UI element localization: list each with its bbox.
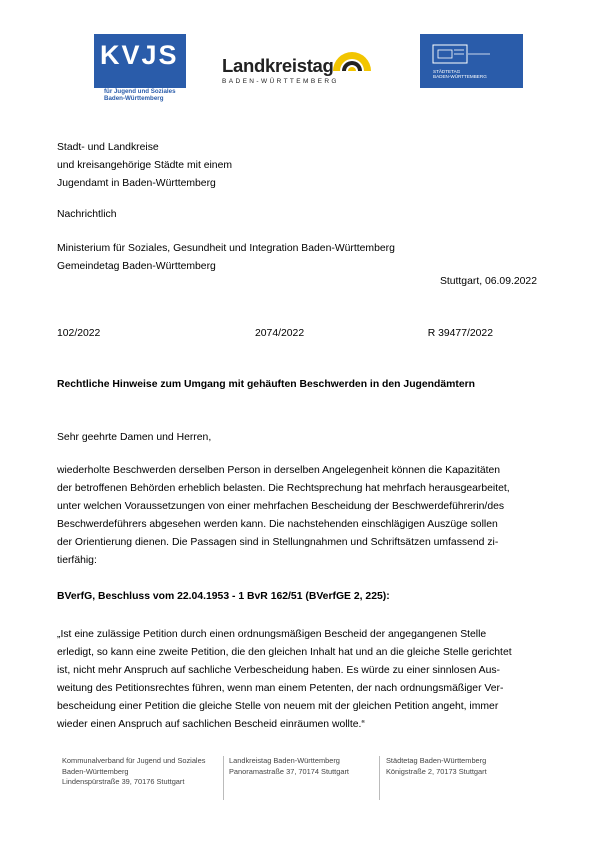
cc-recipient-line: Gemeindetag Baden-Württemberg	[57, 261, 216, 272]
quote-line: wieder einen Anspruch auf sachlichen Bescheid einräumen wollte.“	[57, 719, 365, 730]
footer-divider	[223, 756, 224, 800]
kvjs-logo-subtitle	[104, 80, 176, 103]
landkreistag-logo	[222, 55, 339, 85]
recipient-line: und kreisangehörige Städte mit einem	[57, 160, 233, 171]
paragraph-line: wiederholte Beschwerden derselben Person in derselben Angelegenheit können die Kapazitäten	[57, 465, 501, 476]
footer-line: Panoramastraße 37, 70174 Stuttgart	[229, 766, 349, 776]
reference-landkreistag: 2074/2022	[255, 328, 305, 339]
footer-line: Landkreistag Baden-Württemberg	[229, 756, 340, 765]
footer-line: Baden-Württemberg	[62, 766, 129, 776]
footer-landkreistag	[229, 756, 349, 777]
cc-recipient-line: Ministerium für Soziales, Gesundheit und Integration Baden-Württemberg	[57, 243, 395, 254]
paragraph-line: der betroffenen Behörden erheblich belasten. Die Rechtsprechung hat mehrfach herausgearbeitet,	[57, 483, 510, 494]
footer-kvjs	[62, 756, 205, 788]
subject-heading: Rechtliche Hinweise zum Umgang mit gehäuften Beschwerden in den Jugendämtern	[57, 379, 476, 390]
footer-line: Kommunalverband für Jugend und Soziales	[62, 756, 206, 765]
salutation: Sehr geehrte Damen und Herren,	[57, 432, 212, 443]
footer-line: Städtetag Baden-Württemberg	[386, 756, 487, 765]
place-date: Stuttgart, 06.09.2022	[439, 276, 537, 287]
kvjs-logo-mark: KVJS	[100, 40, 179, 70]
staedtetag-logo	[420, 34, 523, 88]
recipient-block	[57, 139, 232, 193]
paragraph-line: tierfähig:	[57, 555, 97, 566]
footer-staedtetag	[386, 756, 487, 777]
reference-kvjs: 102/2022	[57, 328, 101, 339]
footer-line: Königstraße 2, 70173 Stuttgart	[386, 766, 487, 776]
quote-block	[57, 626, 537, 734]
paragraph-line: unter welchen Voraussetzungen von einer mehrfachen Bescheidung der Beschwerdeführerin/des	[57, 501, 505, 512]
case-heading: BVerfG, Beschluss vom 22.04.1953 - 1 BvR 162/51 (BVerfGE 2, 225):	[57, 591, 390, 602]
quote-line: weitung des Petitionsrechtes führen, wenn man einem Petenten, der nach ordnungsmäßiger Ver-	[57, 683, 504, 694]
paragraph-line: der Orientierung dienen. Die Passagen sind in Stellungnahmen und Schriftsätzen umfassend zi-	[57, 537, 499, 548]
quote-line: ist, nicht mehr Anspruch auf sachliche Verbescheidung haben. Es würde zu einer sinnlosen Aus-	[57, 665, 501, 676]
quote-line: „Ist eine zulässige Petition durch einen ordnungsmäßigen Bescheid der angegangenen Stelle	[57, 629, 487, 640]
reference-staedtetag: R 39477/2022	[427, 328, 493, 339]
staedtetag-subtitle-line: STÄDTETAG	[433, 69, 461, 74]
footer-divider	[379, 756, 380, 800]
kvjs-subtitle-line: Baden-Württemberg	[104, 95, 164, 102]
staedtetag-subtitle	[433, 69, 487, 80]
body-paragraph	[57, 462, 537, 570]
quote-line: bescheidung einer Petition die gleiche Stelle von neuem mit der gleichen Petition angeht, immer	[57, 701, 499, 712]
recipient-line: Stadt- und Landkreise	[57, 142, 159, 153]
cc-label: Nachrichtlich	[57, 209, 117, 220]
cc-recipient-block	[57, 240, 395, 276]
quote-line: erledigt, so kann eine zweite Petition, die den gleichen Inhalt hat und an die gleiche Stelle gerichtet	[57, 647, 512, 658]
recipient-line: Jugendamt in Baden-Württemberg	[57, 178, 216, 189]
paragraph-line: Beschwerdeführers abgesehen werden kann. Die nachstehenden einschlägigen Auszüge sollen	[57, 519, 498, 530]
kvjs-subtitle-line: Kommunalverband	[104, 80, 161, 87]
staedtetag-subtitle-line: BADEN-WÜRTTEMBERG	[433, 74, 487, 80]
footer-line: Lindenspürstraße 39, 70176 Stuttgart	[62, 777, 185, 786]
landkreistag-subtitle: BADEN-WÜRTTEMBERG	[222, 78, 339, 85]
kvjs-subtitle-line: für Jugend und Soziales	[104, 87, 176, 95]
landkreistag-title: Landkreistag	[222, 55, 334, 76]
staedtetag-emblem-icon	[432, 44, 492, 66]
